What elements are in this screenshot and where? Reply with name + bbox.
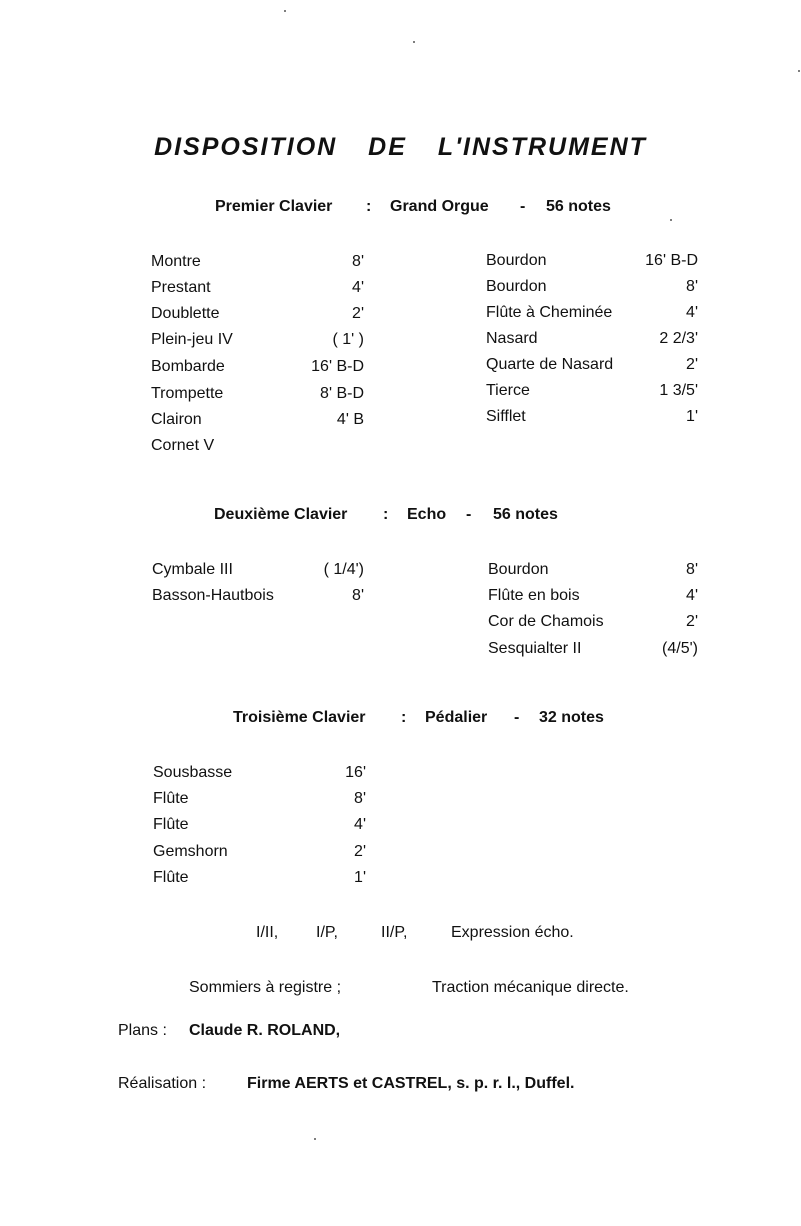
stop-value: 4' [686, 587, 698, 604]
clavier3-name: Troisième Clavier [233, 709, 366, 726]
stop-name: Sifflet [486, 408, 526, 425]
stop-name: Montre [151, 253, 201, 270]
page-title: DISPOSITION DE L'INSTRUMENT [154, 133, 647, 161]
stop-name: Bourdon [488, 561, 549, 578]
stop-value: 2 2/3' [659, 330, 698, 347]
stop-value: 8' [686, 278, 698, 295]
stop-name: Bourdon [486, 278, 547, 295]
sommiers-text: Sommiers à registre ; [189, 979, 342, 996]
stop-value: 4' [352, 279, 364, 296]
stop-name: Cornet V [151, 437, 215, 454]
stop-name: Cor de Chamois [488, 613, 604, 630]
realisation-firm: Firme AERTS et CASTREL, s. p. r. l., Duffel. [247, 1075, 575, 1092]
stop-value: 8' [352, 253, 364, 270]
stop-value: 8' [354, 790, 366, 807]
stop-name: Bourdon [486, 252, 547, 269]
plans-name: Claude R. ROLAND, [189, 1022, 341, 1039]
clavier2-instrument: Echo [407, 506, 447, 523]
stop-value: 4' B [336, 411, 364, 428]
stop-name: Flûte [153, 869, 189, 886]
stop-value: 8' [686, 561, 698, 578]
stop-name: Basson-Hautbois [152, 587, 274, 604]
clavier3-sep: : [401, 709, 407, 726]
realisation-label: Réalisation : [118, 1075, 207, 1092]
clavier3-dash: - [514, 709, 520, 726]
stop-value: 4' [354, 816, 366, 833]
stop-value: 16' B-D [311, 358, 364, 375]
stop-value: 4' [686, 304, 698, 321]
stop-name: Flûte à Cheminée [486, 304, 613, 321]
stop-value: ( 1' ) [332, 331, 364, 348]
stop-name: Plein-jeu IV [151, 331, 233, 348]
stop-value: 2' [352, 305, 364, 322]
stop-value: (4/5') [662, 640, 698, 657]
coupler-item: II/P, [381, 924, 408, 941]
stop-name: Clairon [151, 411, 202, 428]
clavier1-sep: : [366, 198, 372, 215]
stop-name: Quarte de Nasard [486, 356, 614, 373]
stop-name: Tierce [486, 382, 530, 399]
stop-name: Cymbale III [152, 561, 233, 578]
stop-value: 8' [352, 587, 364, 604]
plans-label: Plans : [118, 1022, 167, 1039]
stop-value: 1 3/5' [659, 382, 698, 399]
stop-name: Bombarde [151, 358, 225, 375]
stop-value: 2' [686, 356, 698, 373]
coupler-item: I/P, [316, 924, 338, 941]
clavier2-dash: - [466, 506, 472, 523]
clavier3-notes: 32 notes [539, 709, 604, 726]
stop-value: 2' [686, 613, 698, 630]
clavier3-instrument: Pédalier [425, 709, 488, 726]
stop-value: 1' [686, 408, 698, 425]
clavier2-notes: 56 notes [493, 506, 558, 523]
stop-name: Nasard [486, 330, 538, 347]
stop-name: Flûte en bois [488, 587, 580, 604]
clavier1-name: Premier Clavier [215, 198, 333, 215]
stop-name: Flûte [153, 816, 189, 833]
stop-name: Gemshorn [153, 843, 228, 860]
clavier2-sep: : [383, 506, 389, 523]
stop-name: Flûte [153, 790, 189, 807]
stop-value: ( 1/4') [323, 561, 364, 578]
stop-name: Doublette [151, 305, 220, 322]
stop-value: 2' [354, 843, 366, 860]
clavier1-instrument: Grand Orgue [390, 198, 489, 215]
stop-value: 8' B-D [320, 385, 364, 402]
clavier1-notes: 56 notes [546, 198, 611, 215]
stop-name: Trompette [151, 385, 224, 402]
coupler-item: I/II, [256, 924, 279, 941]
clavier2-name: Deuxième Clavier [214, 506, 348, 523]
stop-value: 16' [345, 764, 366, 781]
stop-value: 16' B-D [645, 252, 698, 269]
stop-name: Sousbasse [153, 764, 233, 781]
clavier1-dash: - [520, 198, 526, 215]
stop-name: Prestant [151, 279, 211, 296]
coupler-item: Expression écho. [451, 924, 574, 941]
stop-value: 1' [354, 869, 366, 886]
traction-text: Traction mécanique directe. [432, 979, 629, 996]
stop-name: Sesquialter II [488, 640, 582, 657]
